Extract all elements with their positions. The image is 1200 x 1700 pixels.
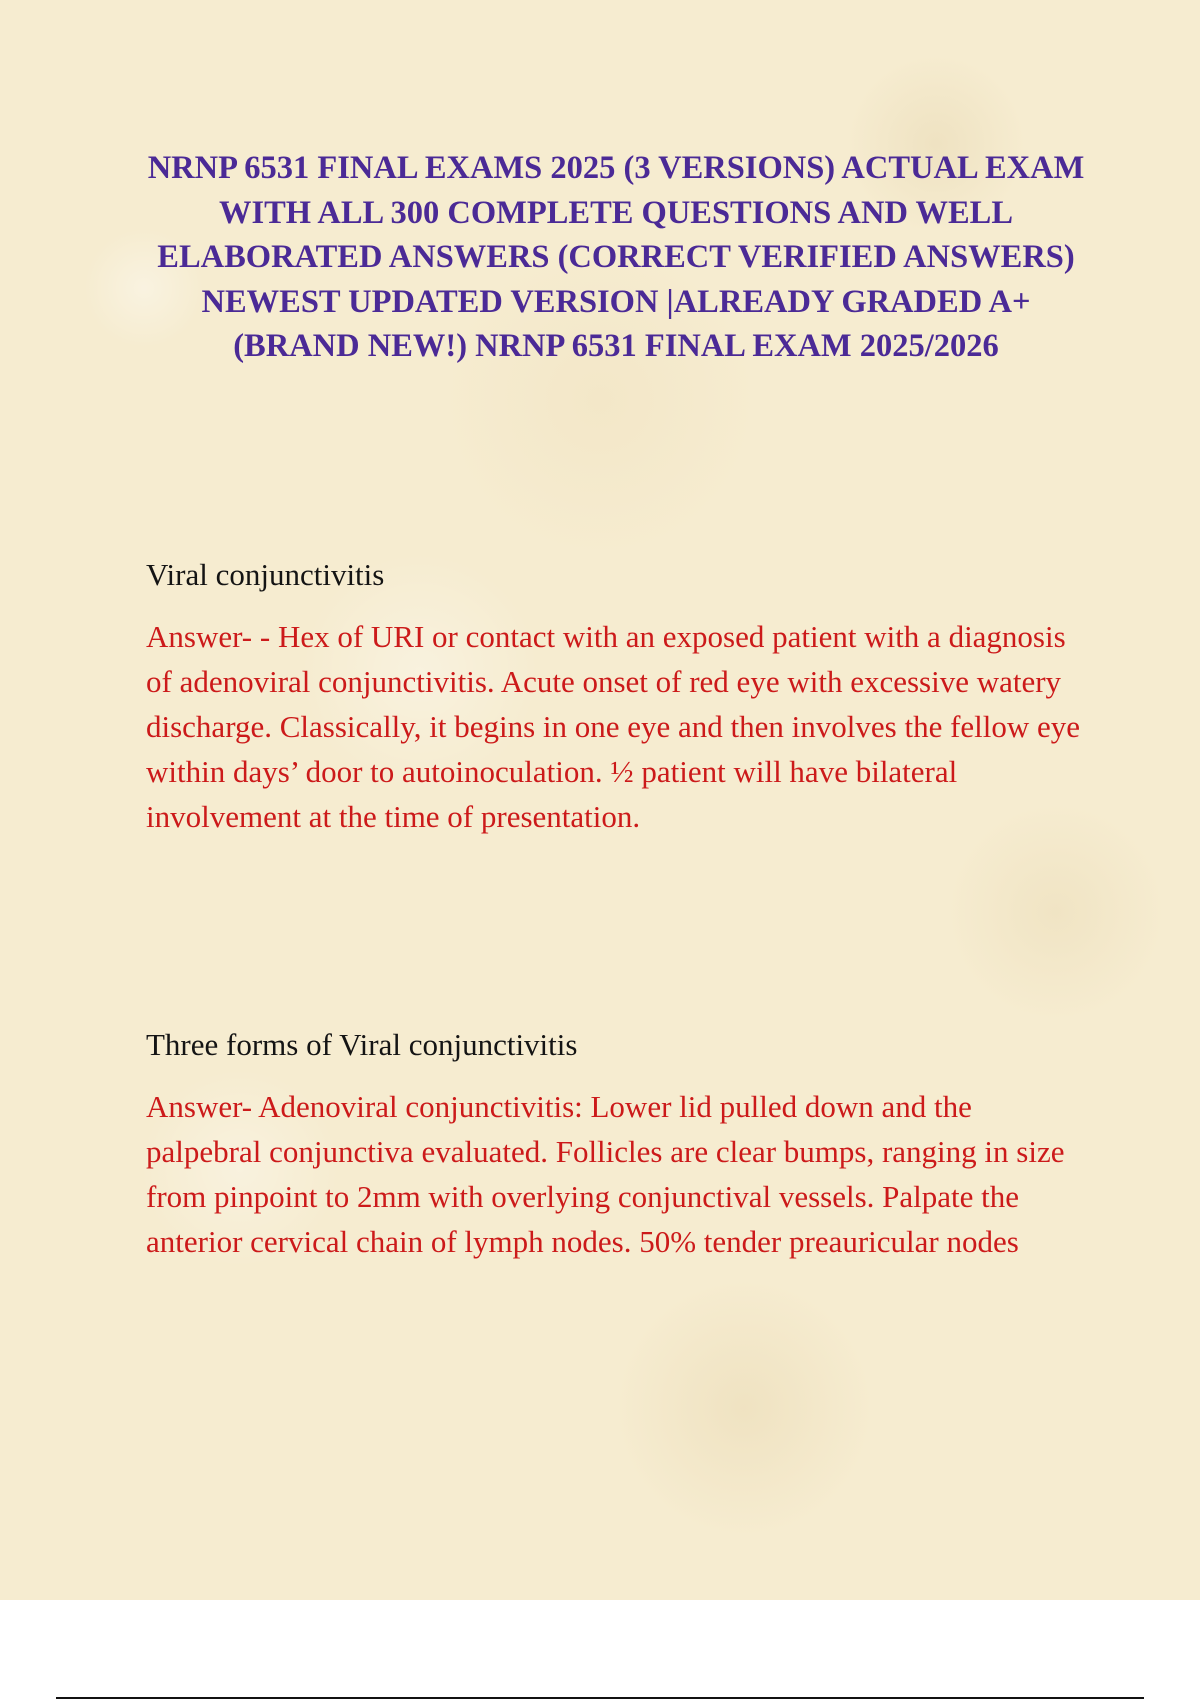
answer-1: Answer- - Hex of URI or contact with an exposed patient with a diagnosis of adenoviral conjunctivitis. Acute onset of red eye with excessive watery discharge. Classically, it begins in one eye and then involves the fellow eye within days’ door to autoinoculation. ½ patient will have bilateral involvement at the time of presentation. [146,619,1081,834]
question-1: Viral conjunctivitis [146,557,385,592]
question-2: Three forms of Viral conjunctivitis [146,1027,578,1062]
document-title: NRNP 6531 FINAL EXAMS 2025 (3 VERSIONS) ACTUAL EXAM WITH ALL 300 COMPLETE QUESTIONS AND WELL ELABORATED ANSWERS (CORRECT VERIFIED ANSWERS) NEWEST UPDATED VERSION |ALREADY GRADED A+ (BRAND NEW!) NRNP 6531 FINAL EXAM 2025/2026 [147,150,1085,364]
answer-2: Answer- Adenoviral conjunctivitis: Lower lid pulled down and the palpebral conjunctiva evaluated. Follicles are clear bumps, ranging in size from pinpoint to 2mm with overlying conjunctival vessels. Palpate the anterior cervical chain of lymph nodes. 50% tender preauricular nodes [146,1089,1065,1259]
footer-divider [56,1697,1144,1699]
